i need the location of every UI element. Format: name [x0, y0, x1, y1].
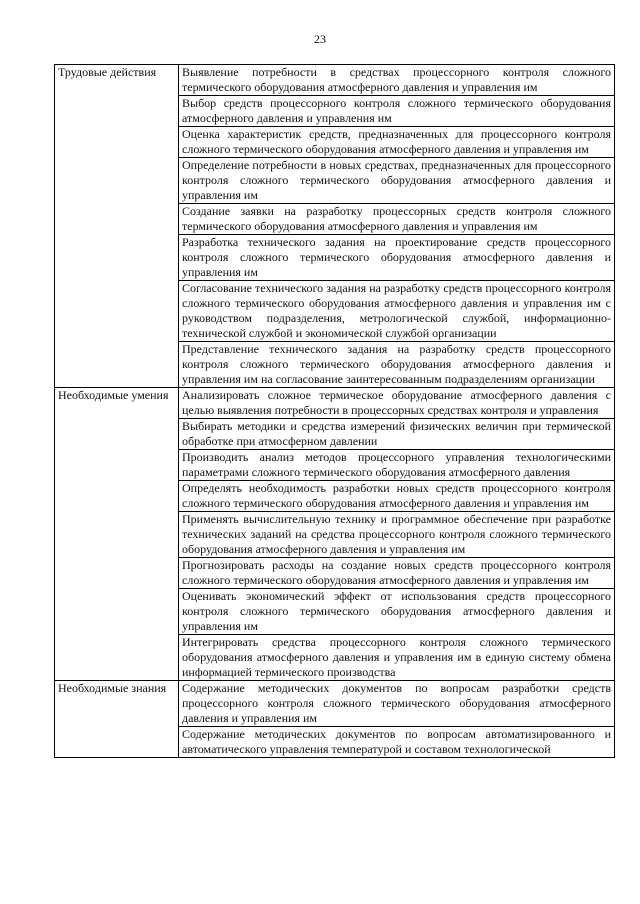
section-item: Представление технического задания на разработку средств процессорного контроля сложного термического оборудования атмосферного давления и управления им на согласование заинтересованным подразделениям организации: [179, 342, 615, 388]
section-item: Выявление потребности в средствах процессорного контроля сложного термического оборудования атмосферного давления и управления им: [179, 65, 615, 96]
section-label: Необходимые знания: [55, 681, 179, 758]
page-number: 23: [314, 32, 326, 46]
section-item: Создание заявки на разработку процессорных средств контроля сложного термического оборудования атмосферного давления и управления им: [179, 204, 615, 235]
section-item: Содержание методических документов по вопросам разработки средств процессорного контроля сложного термического оборудования атмосферного давления и управления им: [179, 681, 615, 727]
section-item: Анализировать сложное термическое оборудование атмосферного давления с целью выявления потребности в процессорных средствах контроля и управления: [179, 388, 615, 419]
table-row: [55, 65, 615, 96]
section-item: Оценивать экономический эффект от использования средств процессорного контроля сложного термического оборудования атмосферного давления и управления им: [179, 589, 615, 635]
table-row: [55, 388, 615, 419]
section-item: Применять вычислительную технику и программное обеспечение при разработке технических заданий на средства процессорного контроля сложного термического оборудования атмосферного давления и управления им: [179, 512, 615, 558]
section-item: Выбор средств процессорного контроля сложного термического оборудования атмосферного давления и управления им: [179, 96, 615, 127]
qualification-table-body: [55, 65, 615, 758]
qualification-table: [54, 64, 615, 758]
section-item: Выбирать методики и средства измерений физических величин при термической обработке при атмосферном давлении: [179, 419, 615, 450]
section-item: Оценка характеристик средств, предназначенных для процессорного контроля сложного термического оборудования атмосферного давления и управления им: [179, 127, 615, 158]
section-item: Прогнозировать расходы на создание новых средств процессорного контроля сложного термического оборудования атмосферного давления и управления им: [179, 558, 615, 589]
section-item: Определять необходимость разработки новых средств процессорного контроля сложного термического оборудования атмосферного давления и управления им: [179, 481, 615, 512]
section-item: Определение потребности в новых средствах, предназначенных для процессорного контроля сложного термического оборудования атмосферного давления и управления им: [179, 158, 615, 204]
section-item: Производить анализ методов процессорного управления технологическими параметрами сложного термического оборудования атмосферного давления: [179, 450, 615, 481]
section-item: Согласование технического задания на разработку средств процессорного контроля сложного термического оборудования атмосферного давления и управления им с руководством подразделения, метрологической службой, информационно-технической службой и экономической службой организации: [179, 281, 615, 342]
section-item: Разработка технического задания на проектирование средств процессорного контроля сложного термического оборудования атмосферного давления и управления им: [179, 235, 615, 281]
section-item: Содержание методических документов по вопросам автоматизированного и автоматического управления температурой и составом технологической: [179, 727, 615, 758]
section-label: Необходимые умения: [55, 388, 179, 681]
table-row: [55, 681, 615, 727]
section-label: Трудовые действия: [55, 65, 179, 388]
section-item: Интегрировать средства процессорного контроля сложного термического оборудования атмосферного давления и управления им в единую систему обмена информацией термического производства: [179, 635, 615, 681]
